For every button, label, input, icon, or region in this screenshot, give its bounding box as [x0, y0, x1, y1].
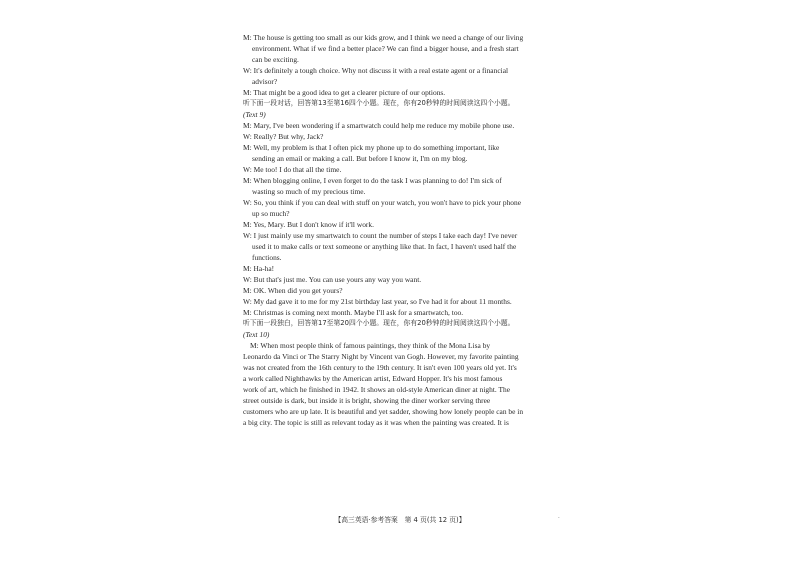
transcript-line: Leonardo da Vinci or The Starry Night by Vincent van Gogh. However, my favorite painting	[243, 352, 519, 361]
transcript-line: was not created from the 16th century to the 19th century. It isn't even 100 years old yet. It's	[243, 363, 517, 372]
transcript-line: a work called Nighthawks by the American artist, Edward Hopper. It's his most famous	[243, 374, 503, 383]
transcript-line: up so much?	[252, 209, 290, 218]
transcript-line: M: That might be a good idea to get a clearer picture of our options.	[243, 88, 446, 97]
transcript-line: W: It's definitely a tough choice. Why not discuss it with a real estate agent or a financial	[243, 66, 509, 75]
transcript-line: W: My dad gave it to me for my 21st birthday last year, so I've had it for about 11 months.	[243, 297, 512, 306]
page-footer: 【高三英语·参考答案 第 4 页(共 12 页)】	[334, 516, 466, 524]
transcript-line: W: I just mainly use my smartwatch to count the number of steps I take each day! I've never	[243, 231, 518, 240]
transcript-line: a big city. The topic is still as relevant today as it was when the painting was created. It is	[243, 418, 509, 427]
transcript-line: W: Really? But why, Jack?	[243, 132, 324, 141]
transcript-line: M: When most people think of famous paintings, they think of the Mona Lisa by	[250, 341, 491, 350]
section-instruction: 听下面一段独白，回答第17至第20四个小题。现在，你有20秒钟的时间阅读这四个小题。	[243, 319, 515, 327]
transcript-line: customers who are up late. It is beautiful and yet sadder, showing how lonely people can be in	[243, 407, 524, 416]
transcript-line: M: Yes, Mary. But I don't know if it'll work.	[243, 220, 374, 229]
transcript-line: M: Christmas is coming next month. Maybe I'll ask for a smartwatch, too.	[243, 308, 464, 317]
text-label: (Text 9)	[243, 110, 266, 119]
transcript-line: M: When blogging online, I even forget to do the task I was planning to do! I'm sick of	[243, 176, 502, 185]
transcript-line: used it to make calls or text someone or anything like that. In fact, I haven't used half the	[252, 242, 517, 251]
transcript-line: M: Mary, I've been wondering if a smartwatch could help me reduce my mobile phone use.	[243, 121, 515, 130]
transcript-line: M: Ha-ha!	[243, 264, 275, 273]
transcript-line: functions.	[252, 253, 282, 262]
transcript-line: M: The house is getting too small as our kids grow, and I think we need a change of our living	[243, 33, 524, 42]
transcript-line: advisor?	[252, 77, 278, 86]
text-label: (Text 10)	[243, 330, 270, 339]
transcript-line: wasting so much of my precious time.	[252, 187, 366, 196]
transcript-line: W: Me too! I do that all the time.	[243, 165, 342, 174]
transcript-line: W: But that's just me. You can use yours any way you want.	[243, 275, 422, 284]
transcript-line: can be exciting.	[252, 55, 299, 64]
transcript-line: environment. What if we find a better place? We can find a bigger house, and a fresh start	[252, 44, 519, 53]
transcript-line: M: Well, my problem is that I often pick my phone up to do something important, like	[243, 143, 500, 152]
transcript-line: work of art, which he finished in 1942. It shows an old-style American diner at night. The	[243, 385, 511, 394]
section-instruction: 听下面一段对话，回答第13至第16四个小题。现在，你有20秒钟的时间阅读这四个小题。	[243, 99, 515, 107]
transcript-line: sending an email or making a call. But before I know it, I'm on my blog.	[252, 154, 468, 163]
transcript-line: M: OK. When did you get yours?	[243, 286, 343, 295]
footer-mark: .	[558, 512, 560, 520]
listening-transcript	[243, 32, 561, 428]
transcript-line: W: So, you think if you can deal with stuff on your watch, you won't have to pick your phone	[243, 198, 522, 207]
transcript-line: street outside is dark, but inside it is bright, showing the diner worker serving three	[243, 396, 491, 405]
